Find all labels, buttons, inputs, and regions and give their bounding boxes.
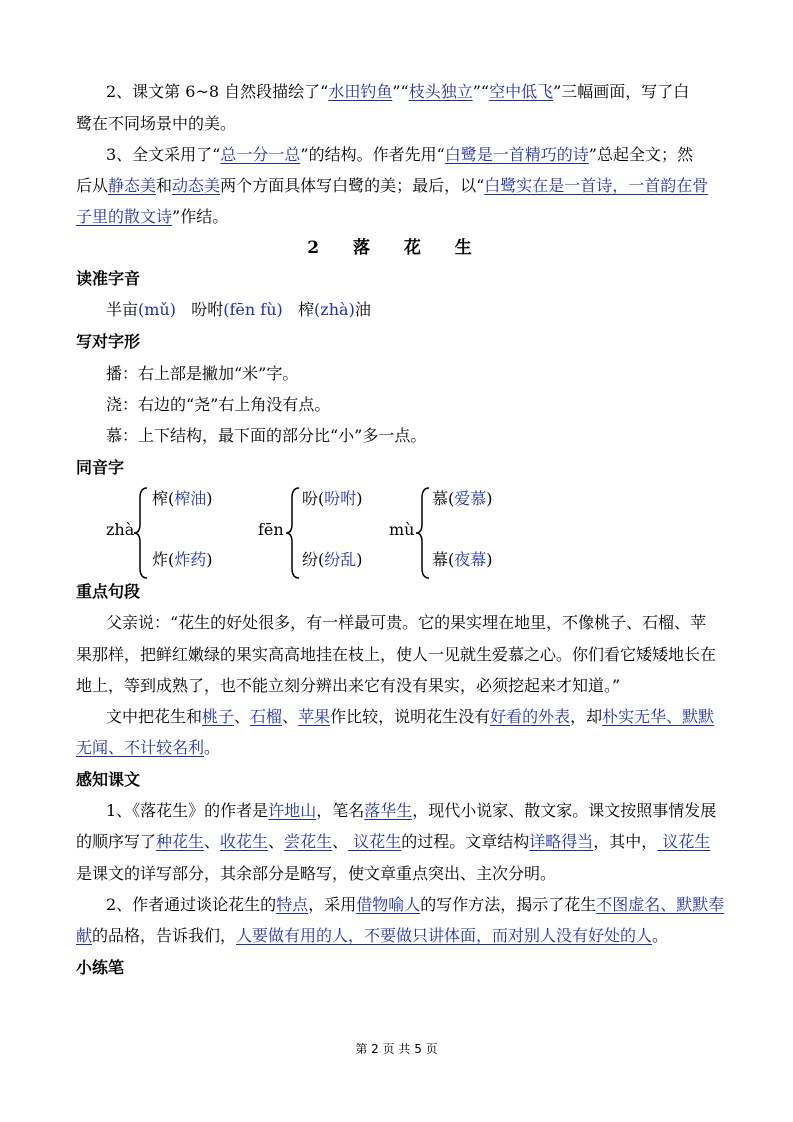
answer-underline: 桃子	[202, 707, 235, 726]
key-line: 地上，等到成熟了，也不能立刻分辨出来它有没有果实，必须挖起来才知道。”	[76, 676, 621, 695]
pronounce-line	[106, 300, 371, 320]
brace-icon	[284, 486, 302, 580]
perceive-p2-line-2	[76, 926, 668, 946]
text: 半亩	[106, 300, 139, 319]
paragraph-3-line-2	[76, 176, 708, 196]
heading-write: 写对字形	[76, 332, 141, 351]
answer-underline: 动态美	[172, 176, 221, 195]
answer-underline: 空中低飞	[489, 82, 554, 101]
text: ”总起全文；然	[588, 145, 693, 164]
heading-pronounce: 读准字音	[76, 269, 141, 288]
answer-underline: 白鹭是一首精巧的诗	[444, 145, 589, 164]
key-analysis	[106, 707, 714, 727]
answer-underline: 种花生	[156, 832, 205, 851]
answer-underline: 借物喻人	[356, 895, 421, 914]
answer-underline: 苹果	[298, 707, 331, 726]
word: 吩咐	[324, 489, 357, 508]
answer-underline: 朴实无华、默默	[602, 707, 715, 726]
homophone-bottom: 炸(炸药)	[152, 550, 213, 569]
answer-underline: 尝花生	[284, 832, 333, 851]
perceive-p1-line-2	[76, 832, 710, 852]
text: 、	[332, 832, 349, 851]
text: 纷	[302, 550, 319, 569]
text: 吩	[302, 489, 319, 508]
answer-underline: 议花生	[348, 832, 402, 851]
pinyin: (fēn fù)	[223, 300, 283, 319]
text: 作比较，说明花生没有	[330, 707, 491, 726]
key-line: 果那样，把鲜红嫩绿的果实高高地挂在枝上，使人一见就生爱慕之心。你们看它矮矮地长在	[76, 645, 717, 664]
key-line: 父亲说：“花生的好处很多，有一样最可贵。它的果实埋在地里，不像桃子、石榴、苹	[106, 613, 707, 632]
text: 的过程。文章结构	[401, 832, 530, 851]
text: 2、作者通过谈论花生的	[106, 895, 277, 914]
lesson-title: 2 落 花 生	[307, 238, 486, 258]
perceive-p2	[106, 895, 724, 915]
text: 1、《落花生》的作者是	[106, 801, 269, 820]
answer-underline: 许地山	[268, 801, 317, 820]
answer-underline: 好看的外表	[490, 707, 571, 726]
paragraph-3-line-3	[76, 207, 228, 227]
paragraph-2-line-2: 鹭在不同场景中的美。	[76, 114, 237, 133]
answer-underline: 不图虚名、默默奉	[596, 895, 725, 914]
write-item: 播：右上部是撇加“米”字。	[106, 364, 299, 383]
text: 油	[354, 300, 371, 319]
heading-perceive: 感知课文	[76, 770, 141, 789]
homophone-bottom: 幕(夜幕)	[432, 550, 493, 569]
homophone-pinyin: fēn	[258, 520, 284, 539]
text: 的品格，告诉我们，	[92, 926, 237, 945]
text: ，现代小说家、散文家。课文按照事情发展	[412, 801, 717, 820]
answer-underline: 人要做有用的人，不要做只讲体面，而对别人没有好处的人	[236, 926, 653, 945]
answer-underline: 献	[76, 926, 93, 945]
answer-underline: 子里的散文诗	[76, 207, 173, 226]
word: 纷乱	[324, 550, 357, 569]
paragraph-2	[106, 82, 689, 102]
text: 的写作方法，揭示了花生	[420, 895, 597, 914]
text: 幕	[432, 550, 449, 569]
homophone-top: 榨(榨油)	[152, 489, 213, 508]
text: 文中把花生和	[106, 707, 203, 726]
text: 、	[234, 707, 251, 726]
text: 吩咐	[191, 300, 224, 319]
homophone-top: 吩(吩咐)	[302, 489, 363, 508]
text: 后从	[76, 176, 109, 195]
text: 。	[204, 738, 221, 757]
answer-underline: 总一分一总	[220, 145, 301, 164]
text: 两个方面具体写白鹭的美；最后，以“	[220, 176, 485, 195]
answer-underline: 无闻、不计较名利	[76, 738, 205, 757]
answer-underline: 石榴	[250, 707, 283, 726]
text: 炸	[152, 550, 169, 569]
text: ”“	[472, 82, 490, 101]
text: ”“	[392, 82, 409, 101]
brace-icon	[414, 486, 432, 580]
text: 榨	[152, 489, 169, 508]
perceive-p1	[106, 801, 716, 821]
text: 的顺序写了	[76, 832, 157, 851]
homophone-pinyin: mù	[389, 520, 415, 539]
text: 慕	[432, 489, 449, 508]
write-item: 慕：上下结构，最下面的部分比“小”多一点。	[106, 426, 427, 445]
brace-icon	[132, 486, 150, 580]
text: ”的结构。作者先用“	[300, 145, 445, 164]
answer-underline: 收花生	[220, 832, 269, 851]
word: 夜幕	[454, 550, 487, 569]
heading-practice: 小练笔	[76, 958, 125, 977]
answer-underline: 特点	[276, 895, 309, 914]
text: 、	[268, 832, 285, 851]
page-footer: 第 2 页 共 5 页	[355, 1042, 438, 1056]
text: ，却	[570, 707, 603, 726]
word: 榨油	[174, 489, 207, 508]
text: 。	[652, 926, 669, 945]
answer-underline: 静态美	[108, 176, 157, 195]
text: 和	[156, 176, 173, 195]
homophone-pinyin: zhà	[106, 520, 135, 539]
homophone-bottom: 纷(纷乱)	[302, 550, 363, 569]
text: 榨	[298, 300, 315, 319]
key-analysis-line-2	[76, 738, 220, 758]
heading-key: 重点句段	[76, 582, 141, 601]
text: 2、课文第 6~8 自然段描绘了“	[106, 82, 329, 101]
perceive-p1-line-3: 是课文的详写部分，其余部分是略写，使文章重点突出、主次分明。	[76, 864, 557, 883]
text: ，笔名	[316, 801, 365, 820]
pinyin: (mǔ)	[138, 300, 176, 319]
text: ”三幅画面，写了白	[553, 82, 690, 101]
text: 、	[204, 832, 221, 851]
text: ，其中，	[593, 832, 658, 851]
text: 3、全文采用了“	[106, 145, 221, 164]
text: ”作结。	[172, 207, 229, 226]
answer-underline: 水田钓鱼	[328, 82, 393, 101]
answer-underline: 白鹭实在是一首诗，一首韵在骨	[484, 176, 709, 195]
answer-underline: 议花生	[657, 832, 711, 851]
word: 炸药	[174, 550, 207, 569]
pinyin: (zhà)	[314, 300, 355, 319]
homophone-top: 慕(爱慕)	[432, 489, 493, 508]
write-item: 浇：右边的“尧”右上角没有点。	[106, 395, 331, 414]
answer-underline: 落华生	[364, 801, 413, 820]
text: 、	[282, 707, 299, 726]
text: ，采用	[308, 895, 357, 914]
paragraph-3	[106, 145, 693, 165]
answer-underline: 枝头独立	[408, 82, 473, 101]
answer-underline: 详略得当	[529, 832, 594, 851]
word: 爱慕	[454, 489, 487, 508]
heading-homophone: 同音字	[76, 458, 125, 477]
